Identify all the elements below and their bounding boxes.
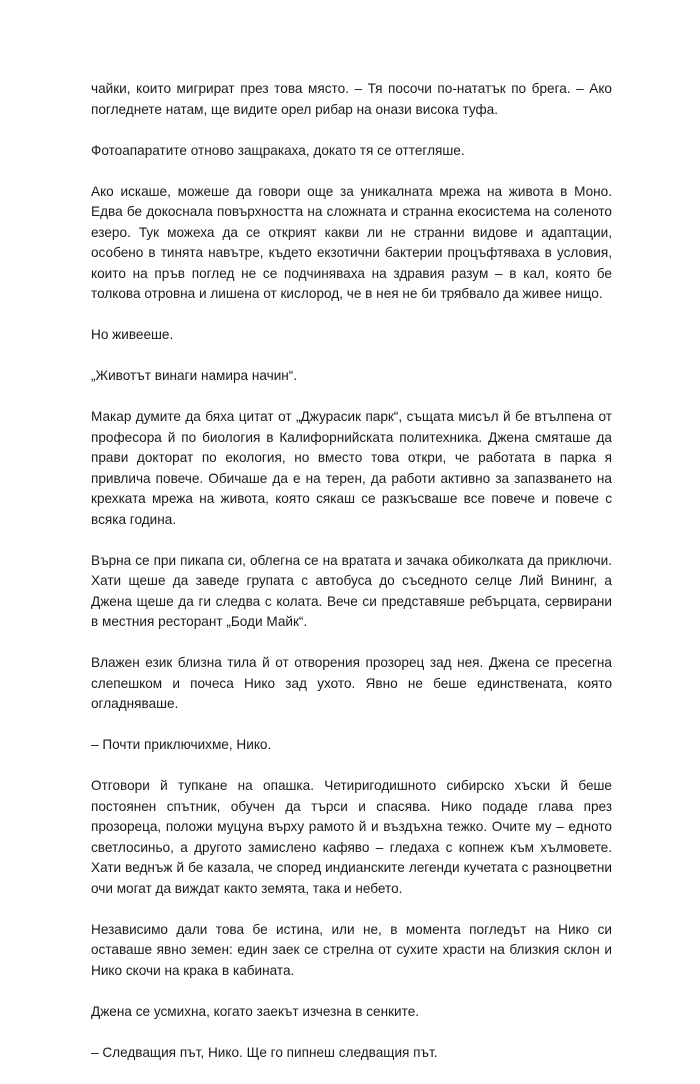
paragraph-2: Фотоапаратите отново защракаха, докато тя се оттегляше. (91, 142, 465, 158)
paragraph-4: Но живееше. (91, 327, 174, 342)
body-text (91, 79, 612, 1084)
paragraph-1: чайки, които мигрират през това място. – Тя посочи по-нататък по брега. – Ако погледнете натам, ще видите орел рибар на онази висока туфа. (91, 81, 612, 117)
paragraph-7: Върна се при пикапа си, облегна се на вратата и зачака обиколката да приключи. Хати щеше да заведе групата с автобуса до съседното селце Лий Вининг, а Джена щеше да ги следва с колата. Вече си представяше ребърцата, сервирани в местния ресторант „Боди Майк“. (91, 552, 612, 629)
paragraph-11: Независимо дали това бе истина, или не, в момента погледът на Нико си оставаше явно земен: един заек се стрелна от сухите храсти на близкия склон и Нико скочи на крака в кабината. (91, 921, 612, 978)
paragraph-9: – Почти приключихме, Нико. (91, 737, 272, 752)
paragraph-5: „Животът винаги намира начин“. (91, 368, 298, 383)
paragraph-8: Влажен език близна тила й от отворения прозорец зад нея. Джена се пресегна слепешком и почеса Нико зад ухото. Явно не беше единствената, която огладняваше. (91, 655, 612, 711)
paragraph-3: Ако искаше, можеше да говори още за уникалната мрежа на живота в Моно. Едва бе докоснала повърхността на сложната и странна екосистема на соленото езеро. Тук можеха да се открият какви ли не странни видове и адаптации, особено в тинята навътре, където екзотични бактерии процъфтяваха в условия, които на пръв поглед не се подчиняваха на здравия разум – в кал, която бе толкова отровна и лишена от кислород, че в нея не би трябвало да живее нищо. (91, 183, 612, 301)
paragraph-6: Макар думите да бяха цитат от „Джурасик парк“, същата мисъл й бе втълпена от професора й по биология в Калифорнийската политехника. Джена смяташе да прави докторат по екология, но вместо това откри, че работата в парка я привлича повече. Обичаше да е на терен, да работи активно за запазването на крехката мрежа на живота, която сякаш се разкъсваше все повече и повече с всяка година. (91, 409, 612, 527)
paragraph-13: – Следващия път, Нико. Ще го пипнеш следващия път. (91, 1044, 438, 1060)
paragraph-12: Джена се усмихна, когато заекът изчезна в сенките. (91, 1003, 420, 1019)
paragraph-10: Отговори й тупкане на опашка. Четиригодишното сибирско хъски й беше постоянен спътник, обучен да търси и спасява. Нико подаде глава през прозореца, положи муцуна върху рамото й и въздъхна тежко. Очите му – едното светлосиньо, а другото замислено кафяво – гледаха с копнеж към хълмовете. Хати веднъж й бе казала, че според индианските легенди кучетата с разноцветни очи могат да виждат както земята, така и небето. (91, 778, 612, 896)
